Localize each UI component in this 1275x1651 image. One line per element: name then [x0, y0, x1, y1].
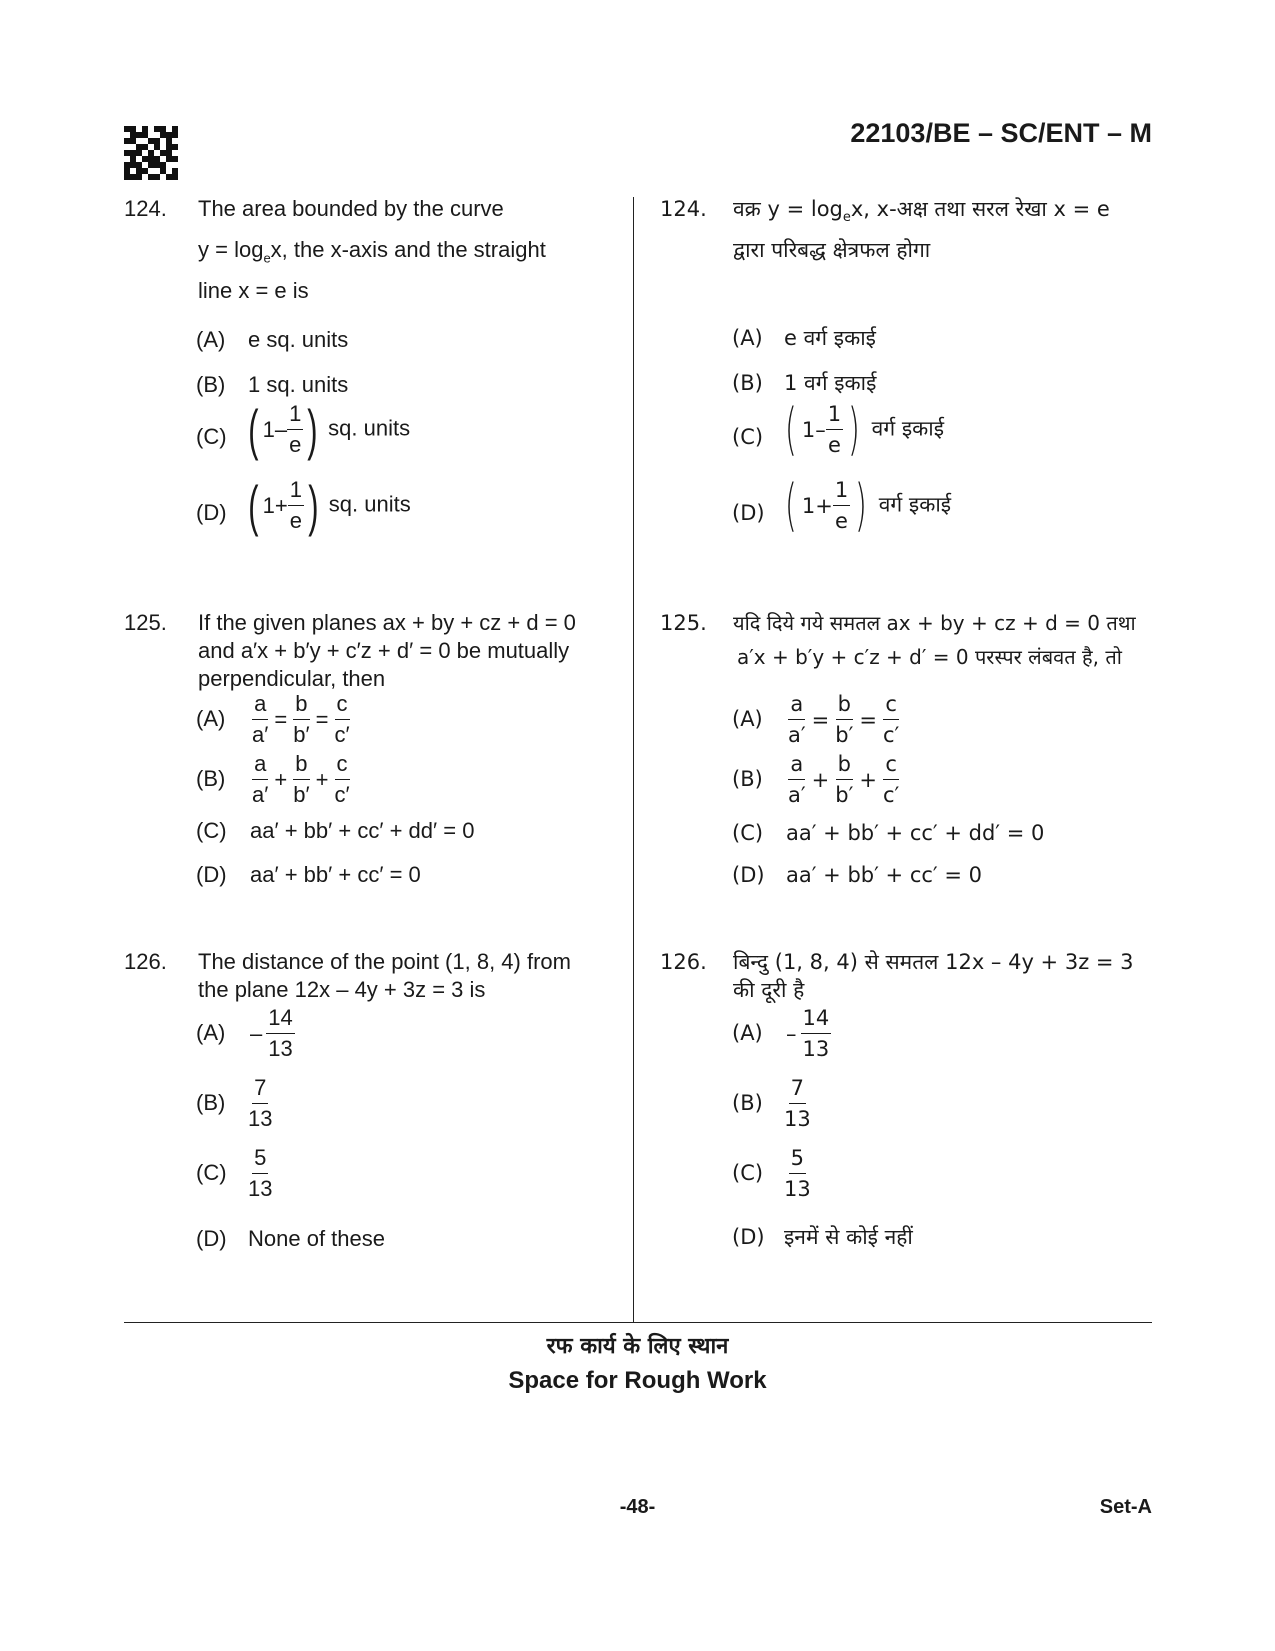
question-line: वक्र $y = \log_ex$, x-अक्ष तथा सरल रेखा x = e [733, 197, 1110, 226]
question-number: 124. [660, 197, 707, 221]
fraction: $\frac{1}{e}$ [826, 399, 843, 460]
question-line: If the given planes ax + by + cz + d = 0 [198, 610, 576, 635]
option-label: (D) [196, 862, 227, 887]
fraction: $\frac{b}{b'}$ [293, 691, 310, 747]
option-label: (A) [196, 327, 226, 352]
fraction: $\frac{1}{e}$ [289, 401, 302, 457]
option-c[interactable] [732, 819, 1152, 849]
option-label: (C) [196, 424, 227, 449]
question-line: a′x + b′y + c′z + d′ = 0 परस्पर लंबवत है, तो [737, 645, 1122, 669]
question-line: की दूरी है [733, 978, 805, 1002]
option-c[interactable] [196, 1143, 616, 1205]
fraction: $\frac{c}{c'}$ [881, 689, 901, 750]
option-a[interactable] [732, 324, 1152, 354]
fraction: $\frac{a}{a'}$ [252, 751, 269, 807]
fraction: $\frac{5}{13}$ [782, 1143, 813, 1204]
option-d[interactable]: (D) ( 1+ $\frac{1}{e}$ ) sq. units [196, 473, 411, 537]
option-label: (B) [732, 1091, 763, 1115]
fraction: $\frac{7}{13}$ [782, 1073, 813, 1134]
option-text: aa′ + bb′ + cc′ + dd′ = 0 [250, 818, 475, 843]
option-label: (A) [196, 1020, 226, 1045]
option-text: sq. units [328, 491, 411, 517]
expression: 1– [262, 416, 288, 442]
option-label: (C) [732, 1161, 764, 1185]
question-number: 126. [124, 949, 167, 974]
option-c[interactable] [196, 817, 616, 847]
option-c[interactable]: (C) ( 1– $\frac{1}{e}$ ) sq. units [196, 397, 411, 461]
question-line: line x = e is [198, 278, 309, 303]
option-label: (C) [196, 818, 227, 843]
option-b[interactable] [732, 369, 1152, 399]
option-label: (D) [732, 1225, 765, 1249]
option-b[interactable] [732, 1073, 1152, 1135]
option-text: वर्ग इकाई [878, 492, 952, 517]
option-label: (C) [732, 425, 764, 449]
option-d[interactable] [196, 1225, 616, 1255]
question-line: यदि दिये गये समतल ax + by + cz + d = 0 तथा [733, 611, 1136, 635]
question-line: perpendicular, then [198, 666, 386, 691]
fraction: $\frac{c}{c'}$ [334, 691, 350, 747]
option-a[interactable]: (A) $\frac{a}{a'}$ = $\frac{b}{b'}$ = $\frac{c}{c'}$ [196, 689, 616, 749]
option-label: (D) [196, 500, 227, 525]
option-label: (D) [732, 501, 765, 525]
option-b[interactable] [196, 371, 616, 401]
option-text: aa′ + bb′ + cc′ + dd′ = 0 [786, 821, 1045, 845]
option-label: (A) [196, 706, 226, 731]
option-text: वर्ग इकाई [871, 416, 945, 441]
column-divider [633, 197, 634, 1322]
fraction: $\frac{7}{13}$ [248, 1075, 273, 1131]
option-d[interactable]: (D) ( 1+ $\frac{1}{e}$ ) वर्ग इकाई [732, 472, 952, 538]
option-label: (B) [196, 1090, 226, 1115]
question-line: $y = \log_ex$, the x-axis and the straight [198, 237, 546, 266]
question-number: 124. [124, 196, 167, 221]
option-label: (A) [732, 1021, 763, 1045]
option-label: (B) [196, 766, 226, 791]
option-a[interactable] [196, 326, 616, 356]
fraction: $\frac{b}{b'}$ [293, 751, 310, 807]
option-b[interactable] [196, 1073, 616, 1135]
option-text: sq. units [328, 415, 411, 441]
option-label: (C) [196, 1160, 227, 1185]
fraction: $\frac{a}{a'}$ [252, 691, 269, 747]
option-d[interactable] [196, 861, 616, 891]
fraction: $\frac{a}{a'}$ [786, 689, 808, 750]
option-text: इनमें से कोई नहीं [784, 1225, 913, 1249]
question-line: द्वारा परिबद्ध क्षेत्रफल होगा [733, 238, 931, 262]
option-label: (D) [732, 863, 765, 887]
page-number: -48- [619, 1496, 656, 1518]
question-line: the plane 12x – 4y + 3z = 3 is [198, 977, 486, 1002]
rough-work-label-hindi: रफ कार्य के लिए स्थान [546, 1334, 729, 1359]
fraction: $\frac{c}{c'}$ [881, 749, 901, 810]
expression: 1+ [262, 492, 288, 518]
option-label: (A) [732, 326, 763, 350]
option-text: aa′ + bb′ + cc′ = 0 [250, 862, 421, 887]
option-b[interactable]: (B) $\frac{a}{a'}$ + $\frac{b}{b'}$ + $\frac{c}{c'}$ [196, 749, 616, 809]
option-c[interactable] [732, 1143, 1152, 1205]
question-text [198, 195, 618, 318]
expression: 1+ [801, 493, 833, 518]
option-label: (C) [732, 821, 764, 845]
option-text: e वर्ग इकाई [784, 326, 876, 350]
paper-code: 22103/BE – SC/ENT – M [850, 118, 1152, 148]
question-number: 126. [660, 950, 707, 974]
fraction: $\frac{14}{13}$ [801, 1003, 832, 1064]
option-d[interactable] [732, 1223, 1152, 1253]
english-column [124, 195, 624, 1315]
option-label: (B) [732, 371, 763, 395]
set-label: Set-A [1099, 1496, 1152, 1518]
fraction: $\frac{5}{13}$ [248, 1145, 273, 1201]
question-line: and a′x + b′y + c′z + d′ = 0 be mutually [198, 638, 570, 663]
question-text [198, 609, 628, 693]
question-number: 125. [660, 611, 707, 635]
question-line: The distance of the point (1, 8, 4) from [198, 949, 571, 974]
option-text: None of these [248, 1226, 385, 1251]
question-line: बिन्दु (1, 8, 4) से समतल 12x – 4y + 3z = 3 [733, 950, 1134, 974]
question-number: 125. [124, 610, 167, 635]
question-text [198, 948, 628, 1004]
question-text [733, 195, 1153, 277]
fraction: $\frac{14}{13}$ [268, 1005, 293, 1061]
question-text [733, 948, 1163, 1004]
option-a[interactable]: (A) – $\frac{14}{13}$ [732, 1003, 1152, 1065]
option-label: (B) [196, 372, 226, 397]
option-label: (A) [732, 707, 763, 731]
hindi-column [660, 195, 1155, 1315]
fraction: $\frac{b}{b'}$ [833, 689, 855, 750]
expression: 1– [801, 417, 826, 442]
fraction: $\frac{b}{b'}$ [833, 749, 855, 810]
fraction: $\frac{1}{e}$ [833, 475, 850, 536]
option-label: (D) [196, 1226, 227, 1251]
option-label: (B) [732, 767, 763, 791]
question-text [733, 609, 1163, 671]
fraction: $\frac{c}{c'}$ [334, 751, 350, 807]
option-b[interactable]: (B) $\frac{a}{a'}$ + $\frac{b}{b'}$ + $\frac{c}{c'}$ [732, 749, 1152, 809]
option-text: 1 वर्ग इकाई [784, 371, 877, 395]
option-text: 1 sq. units [248, 372, 349, 397]
option-text: e sq. units [248, 327, 349, 352]
qr-code [124, 126, 178, 180]
option-a[interactable]: (A) $\frac{a}{a'}$ = $\frac{b}{b'}$ = $\frac{c}{c'}$ [732, 689, 1152, 749]
option-a[interactable]: (A) – $\frac{14}{13}$ [196, 1003, 616, 1065]
bottom-rule [124, 1322, 1152, 1323]
fraction: $\frac{1}{e}$ [289, 477, 302, 533]
rough-work-label-english: Space for Rough Work [508, 1367, 767, 1394]
question-line: The area bounded by the curve [198, 196, 504, 221]
fraction: $\frac{a}{a'}$ [786, 749, 808, 810]
option-c[interactable]: (C) ( 1– $\frac{1}{e}$ ) वर्ग इकाई [732, 396, 945, 462]
option-text: aa′ + bb′ + cc′ = 0 [786, 863, 982, 887]
option-d[interactable] [732, 861, 1152, 891]
